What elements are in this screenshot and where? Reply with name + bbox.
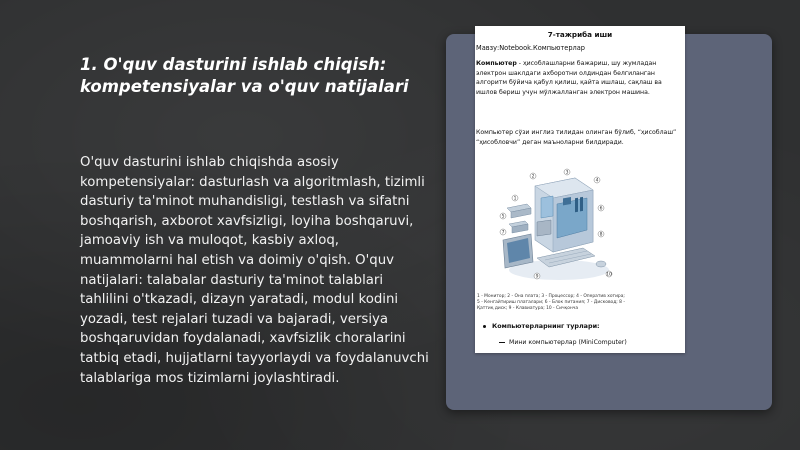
document-etymology: Компьютер сўзи инглиз тилидан олинган бўлиб, “ҳисоблаш” “ҳисобловчи” деган маъноларни билдиради. (476, 129, 677, 146)
svg-text:8: 8 (599, 232, 603, 238)
svg-text:1: 1 (513, 196, 517, 202)
document-subject: Мавзу:Notebook.Компьютерлар (476, 44, 585, 52)
figure-caption: 1 - Монитор; 2 - Она плата; 3 - Процессор; 4 - Оператив хотира; 5 - Кенгайтириш платалари; 6 - Блок питания; 7 - Дисковод; 8 - Қаттиқ диск; 9 - Клавиатура; 10 - Сичқонча (477, 294, 625, 312)
svg-text:9: 9 (535, 274, 539, 280)
sub-list-label: Мини компьютерлар (MiniComputer) (509, 339, 627, 346)
svg-text:2: 2 (531, 174, 535, 180)
document-image (475, 26, 685, 353)
svg-text:7: 7 (501, 230, 505, 236)
bullet-dot-icon (483, 325, 486, 328)
dash-icon (499, 342, 505, 343)
definition-term: Компьютер (476, 60, 517, 67)
definition-text: - ҳисоблашларни бажариш, шу жумладан электрон шаклдаги ахборотни олдиндан белгиланган алгоритм бўйича қабул қилиш, қайта ишлаш, сақлаш ва ишлов бериш учун мўлжалланган электрон машина. (476, 60, 662, 96)
sub-list-item (499, 339, 684, 346)
slide-body-text: O'quv dasturini ishlab chiqishda asosiy kompetensiyalar: dasturlash va algoritmlash, tizimli dasturiy ta'minot muhandisligi, testlash va sifatni boshqarish, axborot xavfsizligi, loyiha boshqaruvi, jamoaviy ish va muloqot, kasbiy axloq, muammolarni hal etish va doimiy o'qish. O'quv natijalari: talabalar dasturiy ta'minot talablari tahlilini o'tkazadi, dizayn yaratadi, modul kodini yozadi, test rejalari tuzadi va bajaradi, versiya boshqaruvidan foydalanadi, xavfsizlik choralarini tatbiq etadi, hujjatlarni tayyorlaydi va foydalanuvchi talablariga mos tizimlarni joylashtiradi. (80, 155, 429, 386)
bullet-heading: Компьютерларнинг турлари: (492, 322, 600, 330)
bullet-item (483, 322, 683, 330)
computer-components-illustration (497, 168, 617, 286)
svg-text:3: 3 (565, 170, 569, 176)
svg-text:6: 6 (599, 206, 603, 212)
svg-text:4: 4 (595, 178, 599, 184)
slide-title: 1. O'quv dasturini ishlab chiqish: kompetensiyalar va o'quv natijalari (80, 55, 409, 96)
document-heading: 7-тажриба иши (547, 30, 613, 39)
svg-text:5: 5 (501, 214, 505, 220)
document-definition (476, 59, 683, 97)
svg-text:10: 10 (606, 272, 612, 278)
